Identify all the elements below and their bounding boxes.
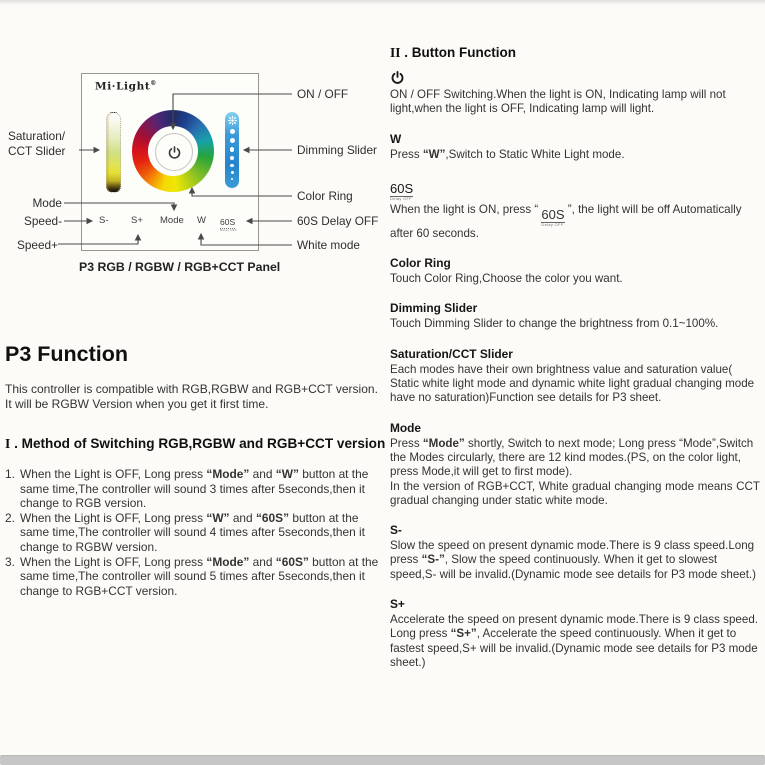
list-item: 2. When the Light is OFF, Long press “W” and “60S” button at the same time,The controller will sound 4 times after 5seconds,then it change to RGBW version. — [5, 510, 365, 554]
section-body: When the light is ON, press “ 60S Delay OFF ”, the light will be off Automatically after 60 seconds. — [390, 202, 742, 240]
callout-speed-plus: Speed+ — [16, 238, 58, 252]
callout-connector-lines — [0, 60, 400, 290]
section-body: Press “Mode” shortly, Switch to next mode; Long press “Mode”,Switch the Modes circularly, there are 12 kind modes.(PS, on the color light, press Mode,it will get to first mode). — [390, 436, 754, 479]
panel-button-mode: Mode — [160, 215, 184, 226]
callout-white-mode: White mode — [297, 238, 360, 252]
switching-method-list — [5, 467, 387, 598]
section-saturation-cct-slider — [390, 347, 760, 406]
section-color-ring — [390, 256, 760, 286]
callout-color-ring: Color Ring — [297, 189, 353, 203]
section-title: W — [390, 131, 402, 146]
section-title: 60S Delay OFF — [390, 180, 414, 201]
section-body: Accelerate the speed on present dynamic mode.There is 9 class speed. Long press “S+”, Accelerate the speed continuously. When it get to fastest speed,S+ will be invalid.(Dynamic mode see details for P3 mode sheet.) — [390, 613, 758, 669]
section-dimming-slider — [390, 301, 760, 331]
panel-caption: P3 RGB / RGBW / RGB+CCT Panel — [79, 260, 281, 274]
section-body: Touch Dimming Slider to change the brightness from 0.1~100%. — [390, 317, 719, 331]
section-body-2: In the version of RGB+CCT, White gradual changing mode means CCT gradual changing under static white mode. — [390, 479, 760, 507]
section-mode — [390, 421, 760, 508]
section-w — [390, 132, 760, 162]
section-body: Touch Color Ring,Choose the color you want. — [390, 272, 623, 286]
section-title: Mode — [390, 420, 422, 435]
scan-edge-artifact — [0, 755, 765, 765]
panel-button-s-plus: S+ — [131, 215, 143, 226]
button-function-heading: II . Button Function — [390, 45, 516, 60]
section-body: Press “W”,Switch to Static White Light mode. — [390, 147, 625, 161]
section-body: Each modes have their own brightness value and saturation value( Static white light mode and dynamic white light gradual changing mode have no saturation)Function see details for P3 sheet. — [390, 362, 755, 405]
section-title: Color Ring — [390, 256, 451, 271]
list-item: 3. When the Light is OFF, Long press “Mode” and “60S” button at the same time,The controller will sound 5 times after 5seconds,then it change to RGB+CCT version. — [5, 554, 379, 598]
section-title: Dimming Slider — [390, 301, 478, 316]
section-body: ON / OFF Switching.When the light is ON, Indicating lamp will not light,when the light is OFF, Indicating lamp will light. — [390, 88, 726, 116]
section-title: Saturation/CCT Slider — [390, 346, 513, 361]
section-s-minus — [390, 523, 760, 582]
section-body: Slow the speed on present dynamic mode.There is 9 class speed.Long press “S-”, Slow the speed continuously. When it get to slowest speed,S- will be invalid.(Dynamic mode see details for P3 mode sheet.) — [390, 539, 757, 581]
callout-on-off: ON / OFF — [297, 87, 349, 101]
panel-button-s-minus: S- — [99, 215, 109, 226]
section-s-plus — [390, 597, 760, 670]
page-title: P3 Function — [5, 342, 129, 366]
callout-60s-delay-off: 60S Delay OFF — [297, 214, 379, 228]
section-title: S+ — [390, 597, 405, 612]
callout-mode: Mode — [32, 196, 62, 210]
callout-dimming-slider: Dimming Slider — [297, 143, 377, 157]
callout-speed-minus: Speed- — [23, 214, 62, 228]
milight-logo: Mi·Light® — [95, 80, 157, 93]
section-title: S- — [390, 523, 402, 538]
button-function-column — [390, 45, 760, 685]
section-60s — [390, 177, 760, 241]
callout-saturation-slider: Saturation/ CCT Slider — [8, 129, 66, 158]
panel-button-60s: 60S Delay OFF — [220, 217, 238, 232]
list-item: 1. When the Light is OFF, Long press “Mode” and “W” button at the same time,The controller will sound 3 times after 5seconds,then it change to RGB version. — [5, 467, 369, 511]
method-heading: I . Method of Switching RGB,RGBW and RGB+CCT version — [5, 436, 386, 451]
section-on-off — [390, 70, 760, 117]
intro-paragraph: This controller is compatible with RGB,RGBW and RGB+CCT version. It will be RGBW Version when you get it first time. — [5, 382, 378, 411]
panel-button-w: W — [197, 215, 206, 226]
p3-function-column — [5, 342, 387, 598]
power-icon — [390, 70, 405, 85]
